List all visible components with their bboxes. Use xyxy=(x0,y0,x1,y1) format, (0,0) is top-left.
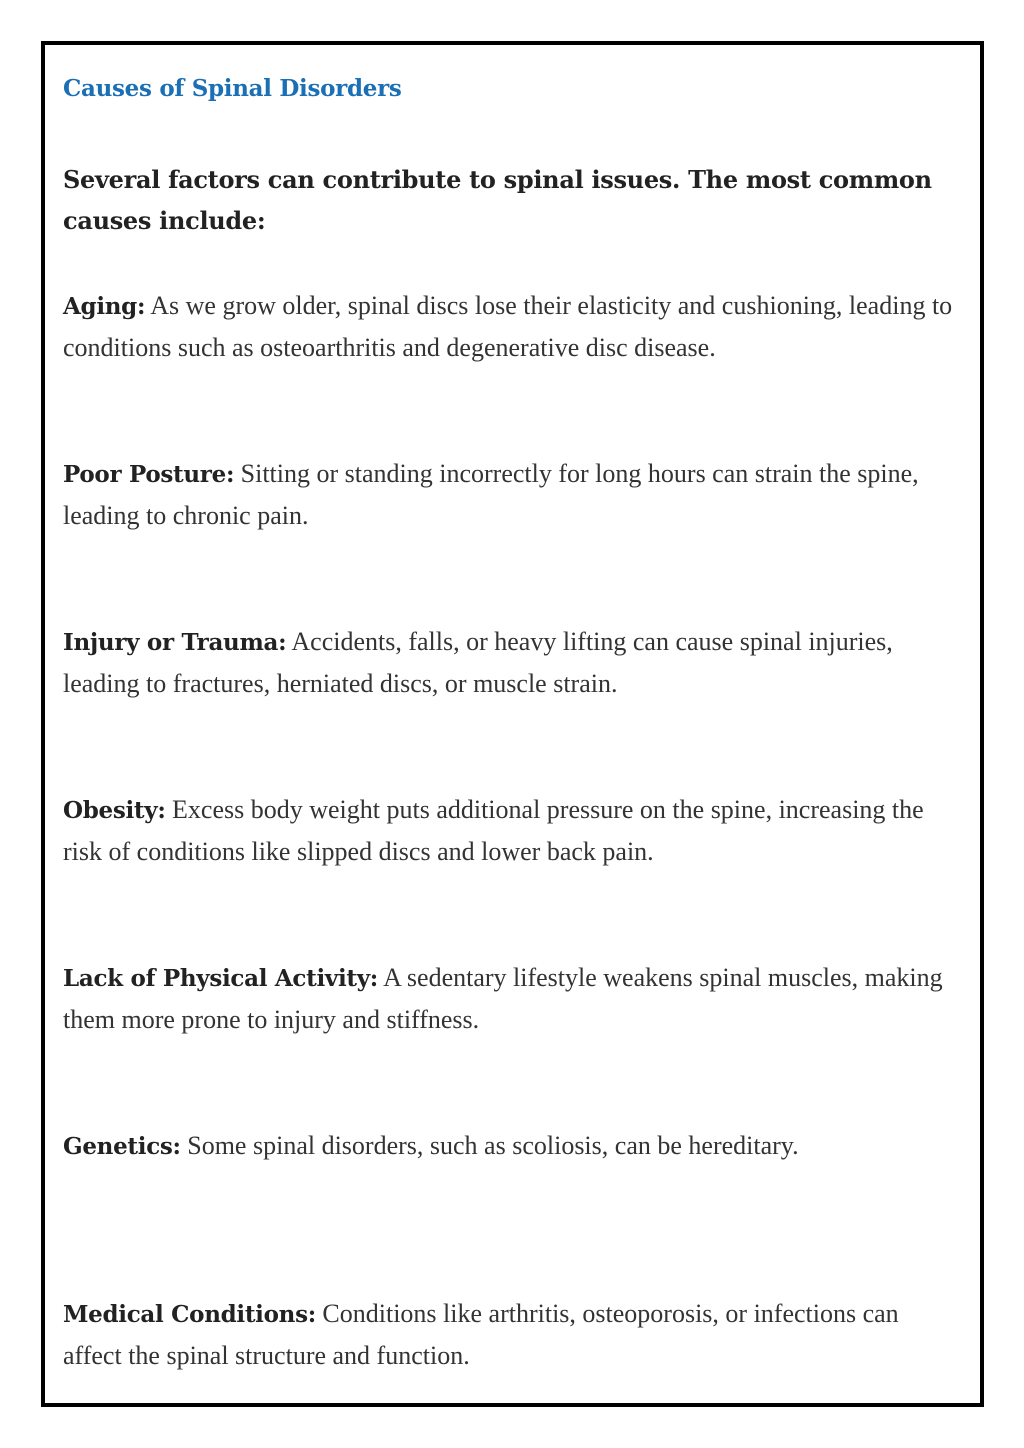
cause-aging xyxy=(63,285,963,368)
cause-term: Poor Posture: xyxy=(63,461,235,488)
cause-poor-posture xyxy=(63,453,963,536)
intro-paragraph: Several factors can contribute to spinal issues. The most common causes include: xyxy=(63,165,932,235)
cause-term: Medical Conditions: xyxy=(63,1301,316,1328)
section-heading: Causes of Spinal Disorders xyxy=(63,75,402,102)
cause-medical-conditions xyxy=(63,1293,963,1376)
cause-description: Conditions like arthritis, osteoporosis, or infections can affect the spinal structure and function. xyxy=(63,1299,899,1370)
cause-term: Obesity: xyxy=(63,797,166,824)
document-frame xyxy=(41,41,984,1407)
cause-term: Injury or Trauma: xyxy=(63,629,287,656)
cause-injury-or-trauma xyxy=(63,621,963,704)
cause-description: Accidents, falls, or heavy lifting can cause spinal injuries, leading to fractures, herniated discs, or muscle strain. xyxy=(63,627,893,698)
cause-description: Sitting or standing incorrectly for long hours can strain the spine, leading to chronic pain. xyxy=(63,459,919,530)
cause-description: As we grow older, spinal discs lose their elasticity and cushioning, leading to conditions such as osteoarthritis and degenerative disc disease. xyxy=(63,291,953,362)
cause-description: Excess body weight puts additional pressure on the spine, increasing the risk of conditions like slipped discs and lower back pain. xyxy=(63,795,924,866)
cause-term: Aging: xyxy=(63,293,146,320)
cause-term: Lack of Physical Activity: xyxy=(63,965,378,992)
cause-description: A sedentary lifestyle weakens spinal muscles, making them more prone to injury and stiffness. xyxy=(63,963,943,1034)
cause-description: Some spinal disorders, such as scoliosis, can be hereditary. xyxy=(187,1131,799,1160)
cause-lack-of-physical-activity xyxy=(63,957,963,1040)
cause-genetics xyxy=(63,1125,963,1167)
cause-term: Genetics: xyxy=(63,1133,181,1160)
cause-obesity xyxy=(63,789,963,872)
